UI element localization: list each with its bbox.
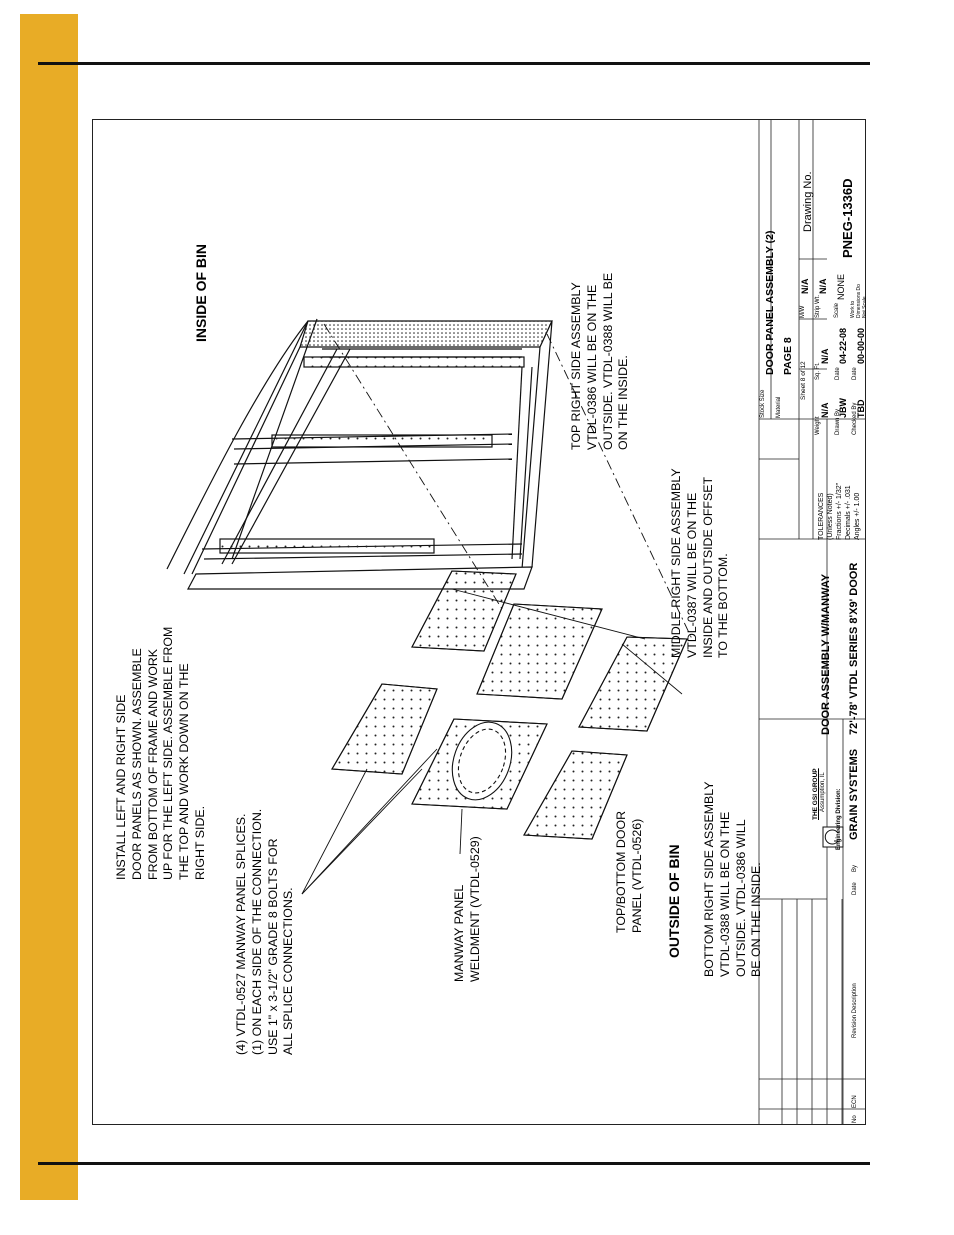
drawn-label: Drawn By [835,408,841,435]
title-block-revision-label: Revision Description [852,983,858,1038]
date-label-1: Date [835,367,841,380]
sheet-number: Sheet 8 of 12 [800,361,807,400]
date-value-2: 00-00-00 [856,327,866,364]
scale-note: Work to Dimensions Do Not Scale [850,284,868,318]
bottom-right-note: BOTTOM RIGHT SIDE ASSEMBLY VTDL-0388 WILL BE ON THE OUTSIDE. VTDL-0386 WILL BE ON THE INSIDE. [702,781,764,977]
drawing-number: PNEG-1336D [840,178,855,258]
title-block-ecn-label: ECN [852,1095,858,1108]
mw-value: N/A [800,278,810,294]
title-block-date-label: Date [852,882,858,895]
drawing-number-label: Drawing No. [802,171,814,232]
inside-of-bin-heading: INSIDE OF BIN [193,243,209,342]
page-edge-bar [20,14,78,1200]
footer-rule [38,1162,870,1165]
drawn-value: JBW [838,398,848,418]
checked-value: TBD [856,399,866,418]
date-value-1: 04-22-08 [838,327,848,364]
top-right-note: TOP RIGHT SIDE ASSEMBLY VTDL-0386 WILL BE ON THE OUTSIDE. VTDL-0388 WILL BE ON THE INSIDE. [569,272,631,450]
middle-right-note: MIDDLE RIGHT SIDE ASSEMBLY VTDL-0387 WILL BE ON THE INSIDE AND OUTSIDE OFFSET TO THE BOTTOM. [669,468,731,658]
stock-size-label: Stock Size [760,389,766,418]
header-rule [38,62,870,65]
drawing-title-1: DOOR ASSEMBLY W/MANWAY [820,573,832,735]
material-value: PAGE 8 [782,337,794,375]
engineering-division-label: Engineering Division: [836,788,842,850]
mw-label: M/W [800,305,806,318]
sq-ft-label: Sq. Ft. [815,362,821,380]
strip-label: Strip Wt. [815,294,821,318]
splice-note: (4) VTDL-0527 MANWAY PANEL SPLICES. (1) ON EACH SIDE OF THE CONNECTION. USE 1" x 3-1/2" GRADE 8 BOLTS FOR ALL SPLICE CONNECTIONS. [234,808,296,1055]
weight-label: Weight [815,416,821,435]
exploded-panels [332,571,687,839]
company-name: GRAIN SYSTEMS [848,748,860,840]
checked-label: Checked By [852,402,858,435]
sq-ft-value: N/A [820,348,830,364]
company-location: Assumption, IL [820,772,826,812]
manway-note: MANWAY PANEL WELDMENT (VTDL-0529) [452,836,482,982]
weight-value: N/A [820,402,830,418]
date-label-2: Date [852,367,858,380]
stock-size-value: DOOR PANEL ASSEMBLY (2) [764,230,776,375]
strip-value: N/A [818,278,828,294]
door-frame [167,319,552,589]
title-block-by-label: By [852,864,858,872]
title-block-no-label: No [852,1115,858,1123]
company-group: THE GSI GROUP [812,768,819,820]
top-bottom-note: TOP/BOTTOM DOOR PANEL (VTDL-0526) [614,810,644,933]
scale-value: NONE [836,273,846,300]
install-note: INSTALL LEFT AND RIGHT SIDE DOOR PANELS AS SHOWN. ASSEMBLE FROM BOTTOM OF FRAME AND WORK UP FOR THE LEFT SIDE. ASSEMBLE FROM THE TOP AND WORK DOWN ON THE RIGHT SIDE. [114,626,207,880]
material-label: Material [776,396,782,418]
outside-of-bin-heading: OUTSIDE OF BIN [666,844,682,958]
scale-label: Scale [834,302,840,318]
tolerances-note: TOLERANCES (Unless Noted) Fractions +/- 1/32" Decimals +/- .031 Angles +/- 1.00 [818,482,861,540]
drawing-title-2: 72'-78' VTDL SERIES 8'X9' DOOR [848,562,860,735]
